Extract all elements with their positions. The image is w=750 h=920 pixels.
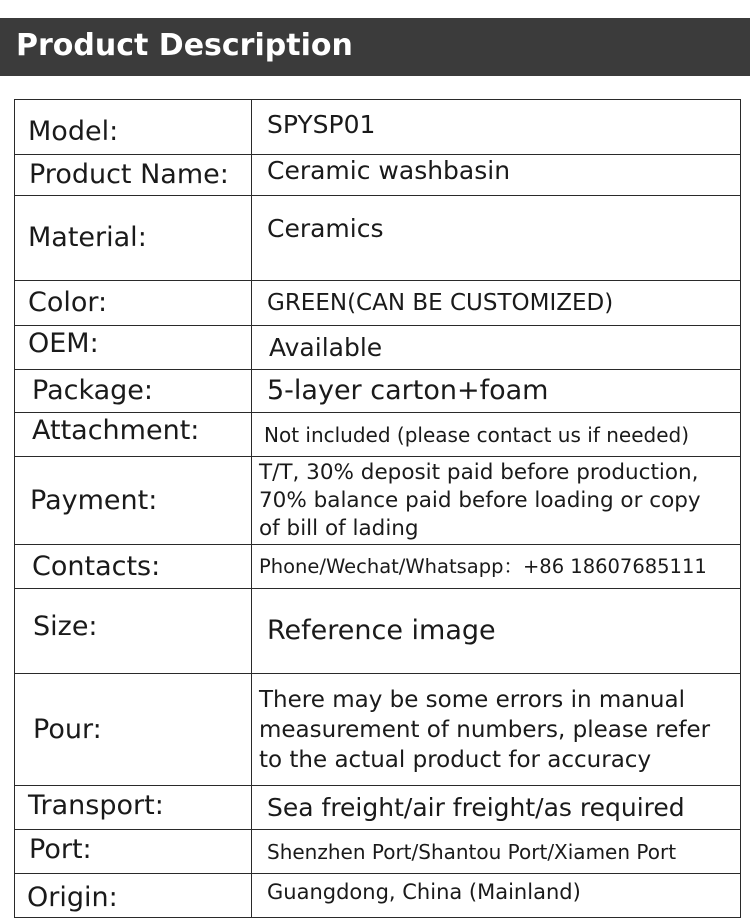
- spec-value-cell: [252, 281, 741, 326]
- spec-value: Reference image: [267, 615, 496, 646]
- spec-value: Available: [269, 332, 383, 362]
- spec-value-cell: [252, 589, 741, 674]
- spec-value: T/T, 30% deposit paid before production, 70% balance paid before loading or copy of bill of lading: [259, 459, 701, 541]
- spec-label-cell: [15, 674, 252, 786]
- spec-label-cell: [15, 370, 252, 413]
- spec-row-oem: [15, 326, 741, 370]
- spec-value: Shenzhen Port/Shantou Port/Xiamen Port: [267, 839, 677, 864]
- spec-value: Not included (please contact us if needed): [264, 422, 689, 447]
- spec-label-cell: [15, 196, 252, 281]
- spec-row-size: [15, 589, 741, 674]
- spec-row-material: [15, 196, 741, 281]
- spec-label: Contacts:: [32, 550, 161, 582]
- spec-label: Attachment:: [32, 415, 200, 446]
- spec-row-attachment: [15, 413, 741, 457]
- spec-row-origin: [15, 874, 741, 918]
- spec-row-payment: [15, 457, 741, 545]
- spec-label: Color:: [28, 287, 108, 318]
- spec-label-cell: [15, 100, 252, 155]
- spec-row-package: [15, 370, 741, 413]
- section-header: [0, 18, 750, 76]
- spec-label-cell: [15, 589, 252, 674]
- spec-label: Model:: [28, 116, 119, 147]
- spec-label: Port:: [29, 834, 92, 865]
- spec-row-color: [15, 281, 741, 326]
- spec-label-cell: [15, 545, 252, 589]
- spec-value-cell: [252, 413, 741, 457]
- spec-row-pour: [15, 674, 741, 786]
- spec-value: Phone/Wechat/Whatsapp：+86 18607685111: [259, 554, 707, 578]
- spec-label: Material:: [28, 222, 147, 253]
- spec-value-cell: [252, 326, 741, 370]
- spec-value-cell: [252, 786, 741, 830]
- spec-value: 5-layer carton+foam: [267, 375, 549, 406]
- spec-value-cell: [252, 370, 741, 413]
- spec-label-cell: [15, 281, 252, 326]
- spec-value: Ceramics: [267, 214, 384, 243]
- spec-value: SPYSP01: [267, 110, 376, 139]
- spec-value-cell: [252, 545, 741, 589]
- spec-row-port: [15, 830, 741, 874]
- spec-label: Transport:: [28, 790, 164, 821]
- spec-row-transport: [15, 786, 741, 830]
- spec-value-cell: [252, 674, 741, 786]
- spec-label-cell: [15, 874, 252, 918]
- spec-label: Size:: [33, 611, 98, 642]
- spec-label-cell: [15, 457, 252, 545]
- spec-label: Payment:: [30, 484, 158, 516]
- spec-label: Product Name:: [29, 159, 229, 190]
- spec-label-cell: [15, 326, 252, 370]
- section-title: Product Description: [16, 28, 353, 63]
- spec-row-contacts: [15, 545, 741, 589]
- spec-label: Pour:: [33, 713, 102, 745]
- spec-value-cell: [252, 830, 741, 874]
- spec-value: Guangdong, China (Mainland): [267, 880, 581, 904]
- spec-value-cell: [252, 100, 741, 155]
- spec-label: Package:: [32, 375, 154, 406]
- spec-label: Origin:: [27, 881, 118, 913]
- spec-value-cell: [252, 457, 741, 545]
- spec-value: Sea freight/air freight/as required: [267, 792, 685, 822]
- spec-value-cell: [252, 196, 741, 281]
- spec-label-cell: [15, 155, 252, 196]
- spec-value-cell: [252, 155, 741, 196]
- spec-value: Ceramic washbasin: [267, 156, 511, 185]
- spec-label-cell: [15, 413, 252, 457]
- spec-row-product-name: [15, 155, 741, 196]
- spec-row-model: [15, 100, 741, 155]
- spec-label-cell: [15, 786, 252, 830]
- spec-value-cell: [252, 874, 741, 918]
- spec-label: OEM:: [28, 328, 99, 359]
- spec-label-cell: [15, 830, 252, 874]
- product-spec-table: [14, 99, 741, 918]
- spec-value: There may be some errors in manual measurement of numbers, please refer to the actual product for accuracy: [259, 686, 711, 773]
- spec-value: GREEN(CAN BE CUSTOMIZED): [267, 290, 614, 316]
